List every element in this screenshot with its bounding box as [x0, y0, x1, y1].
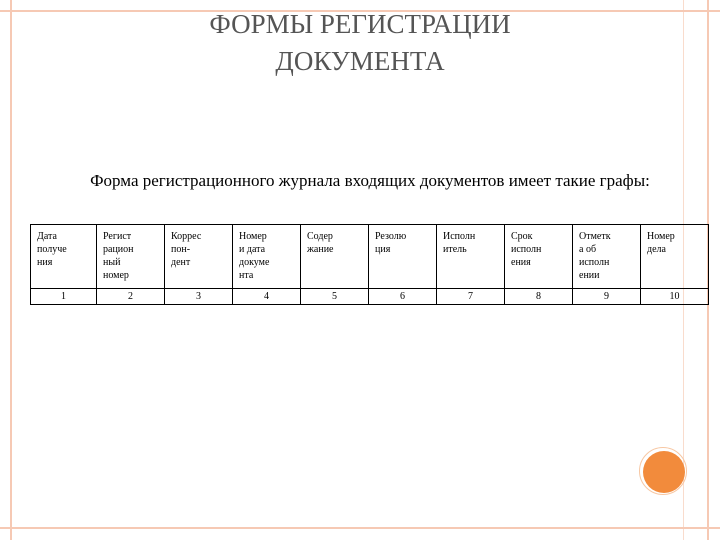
header-cell-date: Дата получе ния: [31, 225, 97, 289]
slide-title: [0, 6, 720, 80]
slide-title-line-2: ДОКУМЕНТА: [275, 46, 445, 76]
header-cell-content: Содер жание: [301, 225, 369, 289]
header-cell-case-number: Номер дела: [641, 225, 709, 289]
header-cell-deadline: Срок исполн ения: [505, 225, 573, 289]
slide-title-line-1: ФОРМЫ РЕГИСТРАЦИИ: [209, 9, 511, 39]
number-cell: 2: [97, 289, 165, 305]
number-cell: 6: [369, 289, 437, 305]
slide-subtitle: Форма регистрационного журнала входящих документов имеет такие графы:: [90, 171, 650, 190]
number-cell: 1: [31, 289, 97, 305]
frame-left-border: [10, 0, 12, 540]
frame-bottom-border: [0, 527, 720, 529]
number-cell: 9: [573, 289, 641, 305]
header-cell-doc-number-date: Номер и дата докуме нта: [233, 225, 301, 289]
header-cell-executor: Исполн итель: [437, 225, 505, 289]
table-number-row: [31, 289, 709, 305]
number-cell: 3: [165, 289, 233, 305]
header-cell-correspondent: Коррес пон- дент: [165, 225, 233, 289]
decorative-orange-circle: [643, 451, 685, 493]
number-cell: 4: [233, 289, 301, 305]
number-cell: 8: [505, 289, 573, 305]
number-cell: 7: [437, 289, 505, 305]
registration-journal-table: [30, 224, 709, 305]
table-header-row: [31, 225, 709, 289]
header-cell-execution-mark: Отметк а об исполн ении: [573, 225, 641, 289]
number-cell: 5: [301, 289, 369, 305]
header-cell-resolution: Резолю ция: [369, 225, 437, 289]
header-cell-reg-number: Регист рацион ный номер: [97, 225, 165, 289]
number-cell: 10: [641, 289, 709, 305]
